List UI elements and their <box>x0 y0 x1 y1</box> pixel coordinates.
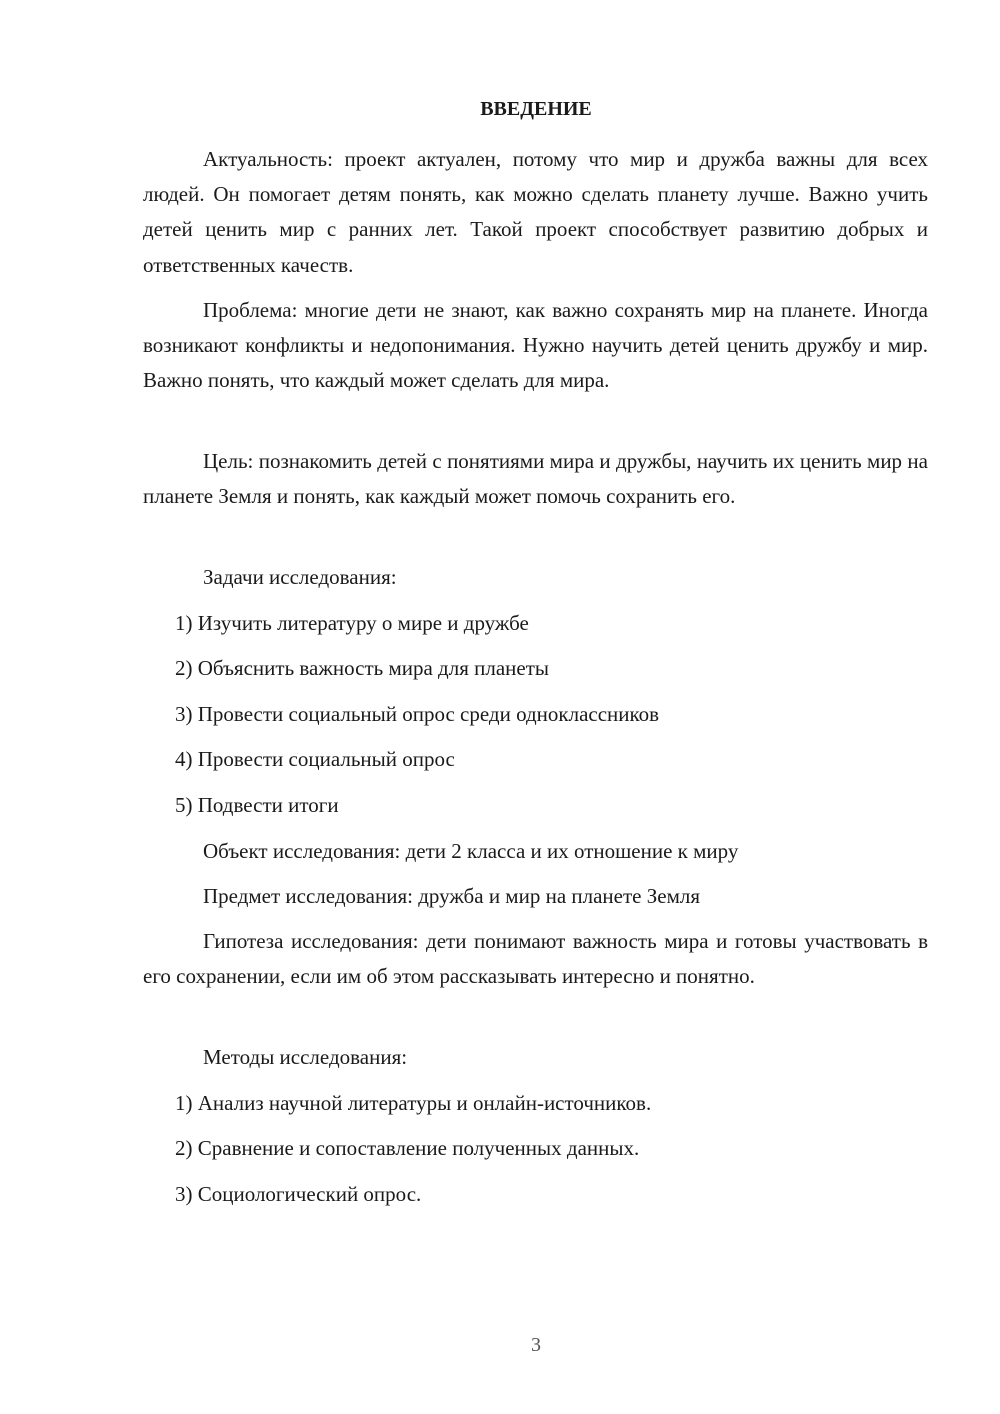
hypothesis-paragraph: Гипотеза исследования: дети понимают важность мира и готовы участвовать в его сохранении, если им об этом рассказывать интересно и понятно. <box>143 929 928 989</box>
method-item-2: 2) Сравнение и сопоставление полученных данных. <box>175 1136 640 1160</box>
task-item-2: 2) Объяснить важность мира для планеты <box>175 656 550 680</box>
method-item-1: 1) Анализ научной литературы и онлайн-источников. <box>175 1091 652 1115</box>
research-object: Объект исследования: дети 2 класса и их отношение к миру <box>203 839 739 863</box>
research-subject: Предмет исследования: дружба и мир на планете Земля <box>203 884 701 908</box>
problem-paragraph: Проблема: многие дети не знают, как важно сохранять мир на планете. Иногда возникают конфликты и недопонимания. Нужно научить детей ценить дружбу и мир. Важно понять, что каждый может сделать для мира. <box>143 298 928 393</box>
goal-paragraph: Цель: познакомить детей с понятиями мира и дружбы, научить их ценить мир на планете Земля и понять, как каждый может помочь сохранить его. <box>143 449 928 509</box>
task-item-1: 1) Изучить литературу о мире и дружбе <box>175 611 529 635</box>
page-number: 3 <box>531 1334 541 1356</box>
task-item-3: 3) Провести социальный опрос среди одноклассников <box>175 702 660 726</box>
methods-heading: Методы исследования: <box>203 1045 408 1069</box>
task-item-4: 4) Провести социальный опрос <box>175 747 455 771</box>
relevance-paragraph: Актуальность: проект актуален, потому что мир и дружба важны для всех людей. Он помогает детям понять, как можно сделать планету лучше. Важно учить детей ценить мир с ранних лет. Такой проект способствует развитию добрых и ответственных качеств. <box>143 147 928 277</box>
task-item-5: 5) Подвести итоги <box>175 793 339 817</box>
page-title: ВВЕДЕНИЕ <box>480 98 592 120</box>
tasks-heading: Задачи исследования: <box>203 565 397 589</box>
method-item-3: 3) Социологический опрос. <box>175 1182 422 1206</box>
